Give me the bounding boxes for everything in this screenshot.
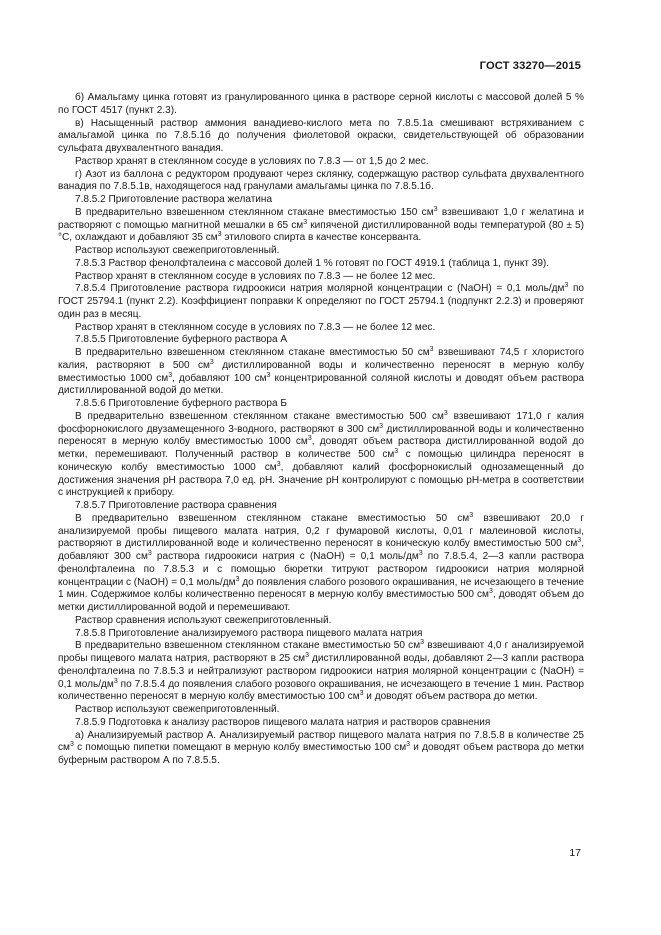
paragraph: В предварительно взвешенном стеклянном стакане вместимостью 50 $см^3$ взвешивают 20,0 г анализируемой пробы пищевого малата натрия, 0,2 г фумаровой кислоты, 0,01 г малеиновой кислоты, растворяют в дистиллированной воде и количественно переносят в коническую колбу вместимостью 500 $см^3$, добавляют 300 $см^3$ раствора гидроокиси натрия с (NaOH) = 0,1 моль/$дм^3$ по 7.8.5.4, 2—3 капли раствора фенолфталеина по 7.8.5.3 и с помощью бюретки титруют раствором гидроокиси натрия молярной концентрации с (NaOH) = 0,1 моль/$дм^3$ до появления слабого розового окрашивания, не исчезающего в течение 1 мин. Содержимое колбы количественно переносят в мерную колбу вместимостью 500 $см^3$, доводят объем до метки дистиллированной водой и перемешивают. — [58, 511, 585, 613]
paragraph: В предварительно взвешенном стеклянном стакане вместимостью 500 $см^3$ взвешивают 171,0 г калия фосфорнокислого двузамещенного 3-водного, растворяют в 300 $см^3$ дистиллированной воды и количественно переносят в мерную колбу вместимостью 1000 $см^3$, доводят объем раствора дистиллированной водой до метки, перемешивают. Полученный раствор в количестве 500 $см^3$ с помощью цилиндра переносят в коническую колбу вместимостью 1000 $см^3$, добавляют калий фосфорнокислый однозамещенный до достижения значения рН раствора 7,0 ед. рН. Значение рН контролируют с помощью рН-метра в соответствии с инструкцией к прибору. — [58, 409, 585, 499]
section-heading: 7.8.5.9 Подготовка к анализу растворов пищевого малата натрия и растворов сравнения — [75, 716, 491, 728]
paragraph: б) Амальгаму цинка готовят из гранулированного цинка в растворе серной кислоты с массовой долей 5 % по ГОСТ 4517 (пункт 2.3). — [58, 92, 584, 116]
paragraph: В предварительно взвешенном стеклянном стакане вместимостью 150 $см^3$ взвешивают 1,0 г желатина и растворяют с помощью магнитной мешалки в 65 $см^3$ кипяченой дистиллированной воды температурой (80 ± 5) °С, охлаждают и добавляют 35 $см^3$ этилового спирта в качестве консерванта. — [58, 205, 584, 244]
paragraph: а) Анализируемый раствор А. Анализируемый раствор пищевого малата натрия по 7.8.5.8 в количестве 25 $см^3$ с помощью пипетки помещают в мерную колбу вместимостью 100 $см^3$ и доводят объем раствора до метки буферным раствором А по 7.8.5.5. — [58, 729, 584, 766]
section-heading: 7.8.5.2 Приготовление раствора желатина — [75, 194, 273, 205]
paragraph: Раствор используют свежеприготовленный. — [75, 704, 280, 715]
paragraph: в) Насыщенный раствор аммония ванадиево-кислого мета по 7.8.5.1а смешивают встряхиванием с амальгамой цинка по 7.8.5.1б до получения фиолетовой окраски, свидетельствующей об образовании сульфата двухвалентного ванадия. — [58, 117, 584, 154]
paragraph: Раствор используют свежеприготовленный. — [75, 245, 280, 256]
paragraph: Раствор хранят в стеклянном сосуде в условиях по 7.8.3 — не более 12 мес. — [75, 321, 436, 333]
section-heading: 7.8.5.6 Приготовление буферного раствора Б — [75, 398, 287, 409]
paragraph: В предварительно взвешенном стеклянном стакане вместимостью 50 $см^3$ взвешивают 4,0 г анализируемой пробы пищевого малата натрия, растворяют в 25 $см^3$ дистиллированной воды, добавляют 2—3 капли раствора фенолфталеина по 7.8.5.3 и нейтрализуют раствором гидроокиси натрия молярной концентрации с (NaOH) = 0,1 моль/$дм^3$ по 7.8.5.4 до появления слабого розового окрашивания, не исчезающего в течение 1 мин. Раствор количественно переносят в мерную колбу вместимостью 100 $см^3$ и доводят объем раствора до метки. — [58, 639, 585, 703]
page-number: 17 — [569, 847, 581, 859]
section-heading: 7.8.5.7 Приготовление раствора сравнения — [75, 500, 277, 511]
paragraph: 7.8.5.4 Приготовление раствора гидроокиси натрия молярной концентрации с (NaOH) = 0,1 моль/$дм^3$ по ГОСТ 25794.1 (пункт 2.2). Коэффициент поправки К определяют по ГОСТ 25794.1 (подпункт 2.2.3) и проверяют один раз в месяц. — [58, 282, 585, 320]
paragraph: Раствор хранят в стеклянном сосуде в условиях по 7.8.3 — от 1,5 до 2 мес. — [75, 155, 429, 167]
section-heading: 7.8.5.8 Приготовление анализируемого раствора пищевого малата натрия — [75, 627, 423, 639]
paragraph: Раствор сравнения используют свежеприготовленный. — [75, 614, 332, 626]
paragraph: 7.8.5.3 Раствор фенолфталеина с массовой долей 1 % готовят по ГОСТ 4919.1 (таблица 1, пункт 39). — [75, 257, 550, 269]
paragraph: г) Азот из баллона с редуктором продувают через склянку, содержащую раствор сульфата двухвалентного ванадия по 7.8.5.1в, находящегося над гранулами амальгамы цинка по 7.8.5.1б. — [58, 168, 584, 193]
paragraph: Раствор хранят в стеклянном сосуде в условиях по 7.8.3 — не более 12 мес. — [75, 270, 436, 282]
section-heading: 7.8.5.5 Приготовление буферного раствора А — [75, 334, 288, 346]
document-body — [58, 92, 584, 768]
paragraph: В предварительно взвешенном стеклянном стакане вместимостью 50 $см^3$ взвешивают 74,5 г хлористого калия, растворяют в 500 $см^3$ дистиллированной воды и количественно переносят в мерную колбу вместимостью 1000 $см^3$, добавляют 100 $см^3$ концентрированной соляной кислоты и доводят объем раствора дистиллированной водой до метки. — [58, 346, 584, 397]
document-header: ГОСТ 33270—2015 — [479, 60, 581, 72]
